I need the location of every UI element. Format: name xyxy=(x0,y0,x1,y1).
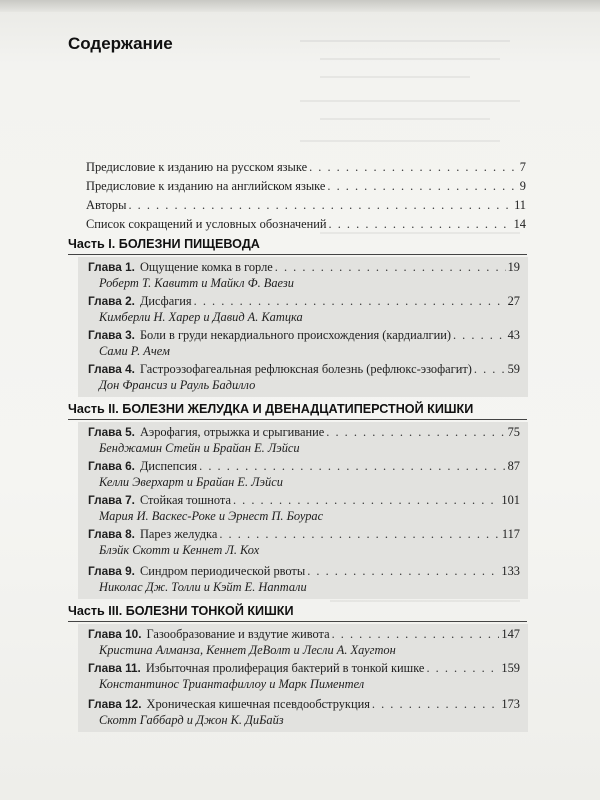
page-number: 59 xyxy=(507,362,520,376)
chapter-number: Глава 8. xyxy=(88,527,135,541)
part-rule xyxy=(68,419,527,420)
chapter-authors: Кристина Алманза, Кеннет ДеВолт и Лесли А. Хаугтон xyxy=(99,643,396,657)
chapter-entry[interactable] xyxy=(78,694,528,732)
chapter-title: Гастроэзофагеальная рефлюксная болезнь (рефлюкс-эзофагит) xyxy=(139,362,472,376)
entry-label: Предисловие к изданию на английском языке xyxy=(86,179,326,193)
chapter-title: Дисфагия xyxy=(139,294,192,308)
chapter-number: Глава 9. xyxy=(88,564,135,578)
page-number: 11 xyxy=(514,198,526,212)
dot-leader xyxy=(275,260,506,275)
page-number: 43 xyxy=(507,328,520,342)
chapter-entry[interactable] xyxy=(78,359,528,397)
page-number: 14 xyxy=(513,217,526,231)
chapter-entry[interactable] xyxy=(78,524,528,562)
chapter-authors: Скотт Габбард и Джон К. ДиБайз xyxy=(99,713,284,727)
page-number: 9 xyxy=(519,179,526,193)
dot-leader xyxy=(326,425,505,440)
chapter-title: Избыточная пролиферация бактерий в тонкой кишке xyxy=(145,661,425,675)
chapter-authors: Роберт Т. Кавитт и Майкл Ф. Ваези xyxy=(99,276,294,290)
chapter-authors: Блэйк Скотт и Кеннет Л. Кох xyxy=(99,543,260,557)
dot-leader xyxy=(329,217,512,232)
part-rule xyxy=(68,621,527,622)
chapter-authors: Дон Франсиз и Рауль Бадилло xyxy=(99,378,256,392)
page-title: Содержание xyxy=(68,34,173,53)
chapter-number: Глава 2. xyxy=(88,294,135,308)
dot-leader xyxy=(128,198,512,213)
chapter-entry[interactable] xyxy=(78,490,528,528)
chapter-entry[interactable] xyxy=(78,456,528,494)
chapter-entry[interactable] xyxy=(78,422,528,460)
dot-leader xyxy=(233,493,499,508)
chapter-entry[interactable] xyxy=(78,291,528,329)
chapter-title: Диспепсия xyxy=(139,459,198,473)
chapter-entry[interactable] xyxy=(78,658,528,696)
toc-entry[interactable] xyxy=(86,217,526,236)
toc-entry[interactable] xyxy=(86,179,526,198)
dot-leader xyxy=(332,627,500,642)
dot-leader xyxy=(307,564,499,579)
part-heading: Часть I. БОЛЕЗНИ ПИЩЕВОДА xyxy=(68,237,260,251)
chapter-entry[interactable] xyxy=(78,561,528,599)
page-number: 87 xyxy=(507,459,520,473)
chapter-authors: Константинос Триантафиллоу и Марк Пиментел xyxy=(99,677,365,691)
page-number: 117 xyxy=(501,527,520,541)
chapter-entry[interactable] xyxy=(78,257,528,295)
entry-label: Авторы xyxy=(86,198,127,212)
chapter-number: Глава 7. xyxy=(88,493,135,507)
chapter-number: Глава 11. xyxy=(88,661,141,675)
toc-entry[interactable] xyxy=(86,198,526,217)
page-number: 7 xyxy=(519,160,526,174)
page-number: 173 xyxy=(501,697,520,711)
dot-leader xyxy=(372,697,500,712)
part-heading: Часть III. БОЛЕЗНИ ТОНКОЙ КИШКИ xyxy=(68,604,294,618)
dot-leader xyxy=(219,527,500,542)
entry-label: Список сокращений и условных обозначений xyxy=(86,217,327,231)
chapter-authors: Бенджамин Стейн и Брайан Е. Лэйси xyxy=(99,441,300,455)
page-top-edge xyxy=(0,0,600,12)
toc-entry[interactable] xyxy=(86,160,526,179)
entry-label: Предисловие к изданию на русском языке xyxy=(86,160,308,174)
chapter-title: Синдром периодической рвоты xyxy=(139,564,306,578)
page-number: 75 xyxy=(507,425,520,439)
chapter-number: Глава 4. xyxy=(88,362,135,376)
chapter-number: Глава 10. xyxy=(88,627,142,641)
chapter-title: Парез желудка xyxy=(139,527,218,541)
chapter-authors: Кимберли Н. Харер и Давид А. Катцка xyxy=(99,310,303,324)
dot-leader xyxy=(327,179,517,194)
chapter-title: Ощущение комка в горле xyxy=(139,260,273,274)
chapter-number: Глава 1. xyxy=(88,260,135,274)
chapter-title: Аэрофагия, отрыжка и срыгивание xyxy=(139,425,325,439)
dot-leader xyxy=(194,294,506,309)
dot-leader xyxy=(474,362,506,377)
page-number: 27 xyxy=(507,294,520,308)
chapter-entry[interactable] xyxy=(78,325,528,363)
chapter-title: Газообразование и вздутие живота xyxy=(146,627,330,641)
chapter-number: Глава 12. xyxy=(88,697,142,711)
page-number: 101 xyxy=(501,493,520,507)
dot-leader xyxy=(426,661,499,676)
part-heading: Часть II. БОЛЕЗНИ ЖЕЛУДКА И ДВЕНАДЦАТИПЕРСТНОЙ КИШКИ xyxy=(68,402,474,416)
chapter-authors: Мария И. Васкес-Роке и Эрнест П. Боурас xyxy=(99,509,324,523)
chapter-authors: Николас Дж. Толли и Кэйт Е. Наптали xyxy=(99,580,307,594)
chapter-title: Хроническая кишечная псевдообструкция xyxy=(146,697,370,711)
chapter-entry[interactable] xyxy=(78,624,528,662)
front-matter-list xyxy=(86,160,526,236)
page-number: 133 xyxy=(501,564,520,578)
dot-leader xyxy=(309,160,518,175)
chapter-number: Глава 6. xyxy=(88,459,135,473)
chapter-title: Стойкая тошнота xyxy=(139,493,231,507)
chapter-authors: Келли Эверхарт и Брайан Е. Лэйси xyxy=(99,475,283,489)
page-number: 147 xyxy=(501,627,520,641)
chapter-number: Глава 3. xyxy=(88,328,135,342)
chapter-title: Боли в груди некардиального происхождения (кардиалгии) xyxy=(139,328,451,342)
chapter-authors: Сами Р. Ачем xyxy=(99,344,170,358)
part-rule xyxy=(68,254,527,255)
chapter-number: Глава 5. xyxy=(88,425,135,439)
page-number: 159 xyxy=(501,661,520,675)
dot-leader xyxy=(199,459,505,474)
dot-leader xyxy=(453,328,506,343)
page-number: 19 xyxy=(507,260,520,274)
